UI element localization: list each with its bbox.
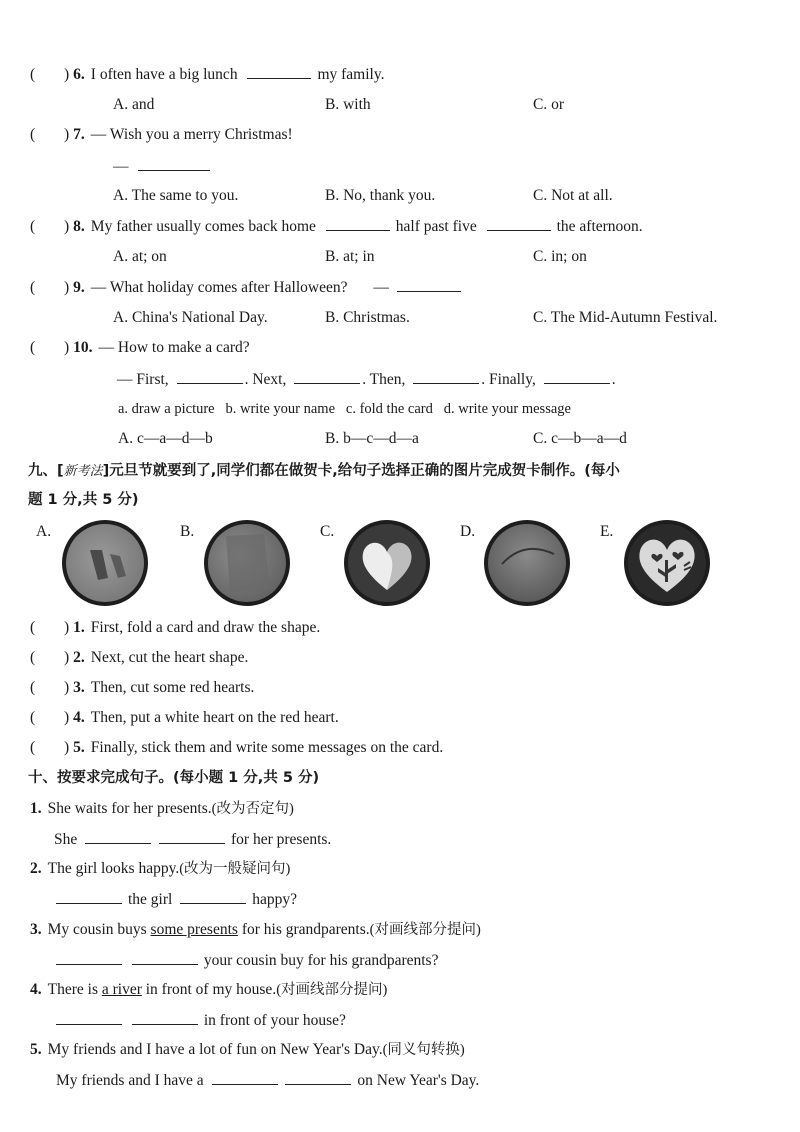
answer-paren-left: (	[30, 279, 36, 296]
answer-text-post: for her presents.	[231, 831, 332, 848]
answer-blank-2[interactable]	[294, 369, 360, 384]
picture-question-3: ( ) 3. Then, cut some red hearts.	[30, 679, 255, 696]
answer-paren-left: (	[30, 66, 36, 83]
answer-blank-1[interactable]	[177, 369, 243, 384]
question-text: There is	[47, 981, 98, 998]
picture-question-5: ( ) 5. Finally, stick them and write some messages on the card.	[30, 739, 444, 756]
answer-paren-left: (	[30, 126, 36, 143]
cut-shape-icon	[484, 520, 570, 606]
answer-blank-1[interactable]	[56, 1010, 122, 1025]
question-number: 4.	[30, 981, 42, 998]
decorated-heart-icon	[624, 520, 710, 606]
rewrite-question-1	[30, 799, 294, 819]
question-number: 1.	[73, 619, 85, 636]
answer-blank-2[interactable]	[132, 1010, 198, 1025]
question-10	[30, 338, 250, 358]
picture-label-c: C.	[320, 523, 335, 540]
answer-paren-right: )	[64, 279, 70, 296]
answer-paren-right: )	[64, 339, 70, 356]
rewrite-answer-2	[56, 889, 297, 910]
answer-blank-2[interactable]	[132, 950, 198, 965]
question-text-mid: half past five	[395, 218, 477, 235]
picture-question-2: ( ) 2. Next, cut the heart shape.	[30, 649, 249, 666]
question-number: 1.	[30, 800, 42, 817]
question-text: — How to make a card?	[98, 339, 250, 356]
question-9	[30, 277, 461, 298]
step-finally: . Finally,	[481, 371, 536, 388]
question-text: My cousin buys	[47, 921, 147, 938]
answer-blank[interactable]	[397, 277, 461, 292]
question-8	[30, 216, 643, 237]
picture-label-e: E.	[600, 523, 614, 540]
question-text-post: for his grandparents.	[241, 921, 370, 938]
answer-blank-4[interactable]	[544, 369, 610, 384]
new-method-tag: 新考法	[63, 464, 103, 479]
answer-blank-2[interactable]	[487, 216, 551, 231]
answer-blank[interactable]	[138, 156, 210, 171]
option-b: B. Christmas.	[325, 309, 410, 326]
question-text: Then, cut some red hearts.	[90, 679, 255, 696]
picture-question-4: ( ) 4. Then, put a white heart on the red heart.	[30, 709, 339, 726]
answer-paren-left: (	[30, 218, 36, 235]
question-text: She waits for her presents.	[47, 800, 212, 817]
question-text: Finally, stick them and write some messages on the card.	[90, 739, 444, 756]
question-text-post: my family.	[317, 66, 385, 83]
question-number: 7.	[73, 126, 85, 143]
heart-icon	[344, 520, 430, 606]
reply-dash: —	[373, 279, 389, 296]
question-number: 5.	[30, 1041, 42, 1058]
rewrite-question-5	[30, 1040, 465, 1060]
instruction-note: (改为一般疑问句)	[179, 861, 291, 877]
answer-blank-2[interactable]	[180, 889, 246, 904]
question-text: — Wish you a merry Christmas!	[90, 126, 293, 143]
option-c: C. or	[533, 96, 564, 113]
picture-question-1: ( ) 1. First, fold a card and draw the shape.	[30, 619, 321, 636]
option-b: B. at; in	[325, 248, 375, 265]
question-text-post: the afternoon.	[556, 218, 643, 235]
section-9-title	[28, 460, 620, 483]
rewrite-answer-5	[56, 1070, 479, 1091]
section-9-title-cont: 题 1 分,共 5 分)	[28, 492, 139, 508]
answer-text-post: your cousin buy for his grandparents?	[203, 952, 439, 969]
option-c: C. in; on	[533, 248, 587, 265]
question-7	[30, 125, 293, 145]
answer-blank-1[interactable]	[85, 829, 151, 844]
step-then: . Then,	[362, 371, 406, 388]
question-number: 3.	[30, 921, 42, 938]
option-a: A. and	[113, 96, 155, 113]
instruction-note: (对画线部分提问)	[276, 982, 388, 998]
rewrite-question-3	[30, 920, 481, 940]
answer-blank-1[interactable]	[326, 216, 390, 231]
option-c: C. Not at all.	[533, 187, 613, 204]
question-number: 3.	[73, 679, 85, 696]
question-text: First, fold a card and draw the shape.	[90, 619, 321, 636]
picture-c-heart	[344, 520, 430, 606]
answer-blank-1[interactable]	[56, 950, 122, 965]
option-a: A. c—a—d—b	[118, 430, 213, 447]
answer-paren-right: )	[64, 218, 70, 235]
option-b: B. b—c—d—a	[325, 430, 419, 447]
question-10-choices: a. draw a picture b. write your name c. fold the card d. write your message	[118, 401, 571, 417]
answer-paren-right: )	[64, 66, 70, 83]
answer-text-post: on New Year's Day.	[357, 1072, 480, 1089]
answer-text: She	[54, 831, 78, 848]
picture-e-finished-card	[624, 520, 710, 606]
instruction-note: (同义句转换)	[382, 1042, 465, 1058]
rewrite-answer-3	[56, 950, 438, 971]
picture-label-d: D.	[460, 523, 476, 540]
question-text: The girl looks happy.	[47, 860, 180, 877]
section-9-title-start: 九、[	[28, 463, 64, 479]
question-number: 8.	[73, 218, 85, 235]
instruction-note: (对画线部分提问)	[369, 922, 481, 938]
option-a: A. China's National Day.	[113, 309, 268, 326]
option-c: C. c—b—a—d	[533, 430, 627, 447]
question-text-post: in front of my house.	[145, 981, 277, 998]
answer-paren-left: (	[30, 339, 36, 356]
underlined-part: some presents	[150, 921, 238, 938]
answer-text-post: happy?	[252, 891, 297, 908]
rewrite-answer-1	[54, 829, 331, 850]
question-text: I often have a big lunch	[90, 66, 238, 83]
step-end: .	[611, 371, 616, 388]
answer-blank-1[interactable]	[212, 1070, 278, 1085]
question-text: Then, put a white heart on the red heart.	[90, 709, 339, 726]
rewrite-question-4	[30, 980, 387, 1000]
folded-card-icon	[62, 520, 148, 606]
picture-d-cut-shape	[484, 520, 570, 606]
option-b: B. No, thank you.	[325, 187, 436, 204]
underlined-part: a river	[101, 981, 142, 998]
picture-a-folded-card	[62, 520, 148, 606]
question-number: 6.	[73, 66, 85, 83]
question-text: My father usually comes back home	[90, 218, 316, 235]
question-text: — What holiday comes after Halloween?	[90, 279, 348, 296]
picture-label-a: A.	[36, 523, 52, 540]
question-text: My friends and I have a lot of fun on New Year's Day.	[47, 1041, 383, 1058]
option-a: A. at; on	[113, 248, 167, 265]
question-10-steps	[117, 369, 616, 390]
section-9-title-body: ]元旦节就要到了,同学们都在做贺卡,给句子选择正确的图片完成贺卡制作。(每小	[102, 463, 620, 479]
instruction-note: (改为否定句)	[211, 801, 294, 817]
question-number: 2.	[73, 649, 85, 666]
answer-blank-2[interactable]	[285, 1070, 351, 1085]
question-number: 10.	[73, 339, 93, 356]
option-a: A. The same to you.	[113, 187, 239, 204]
answer-text: My friends and I have a	[56, 1072, 204, 1089]
answer-text: the girl	[128, 891, 173, 908]
answer-blank-1[interactable]	[56, 889, 122, 904]
answer-paren-right: )	[64, 126, 70, 143]
picture-label-b: B.	[180, 523, 195, 540]
answer-blank-2[interactable]	[159, 829, 225, 844]
step-first: — First,	[117, 371, 169, 388]
section-10-title: 十、按要求完成句子。(每小题 1 分,共 5 分)	[28, 770, 320, 786]
option-c: C. The Mid-Autumn Festival.	[533, 309, 718, 326]
rewrite-answer-4	[56, 1010, 346, 1031]
question-text: Next, cut the heart shape.	[90, 649, 249, 666]
reply-dash: —	[113, 158, 129, 175]
question-number: 5.	[73, 739, 85, 756]
question-7-reply	[113, 156, 210, 177]
picture-b-card	[204, 520, 290, 606]
option-b: B. with	[325, 96, 371, 113]
question-number: 2.	[30, 860, 42, 877]
answer-blank-3[interactable]	[413, 369, 479, 384]
question-number: 4.	[73, 709, 85, 726]
question-number: 9.	[73, 279, 85, 296]
answer-blank[interactable]	[247, 64, 311, 79]
answer-text-post: in front of your house?	[203, 1012, 346, 1029]
step-next: . Next,	[244, 371, 287, 388]
rewrite-question-2	[30, 859, 290, 879]
question-6	[30, 64, 384, 85]
card-shape-icon	[204, 520, 290, 606]
